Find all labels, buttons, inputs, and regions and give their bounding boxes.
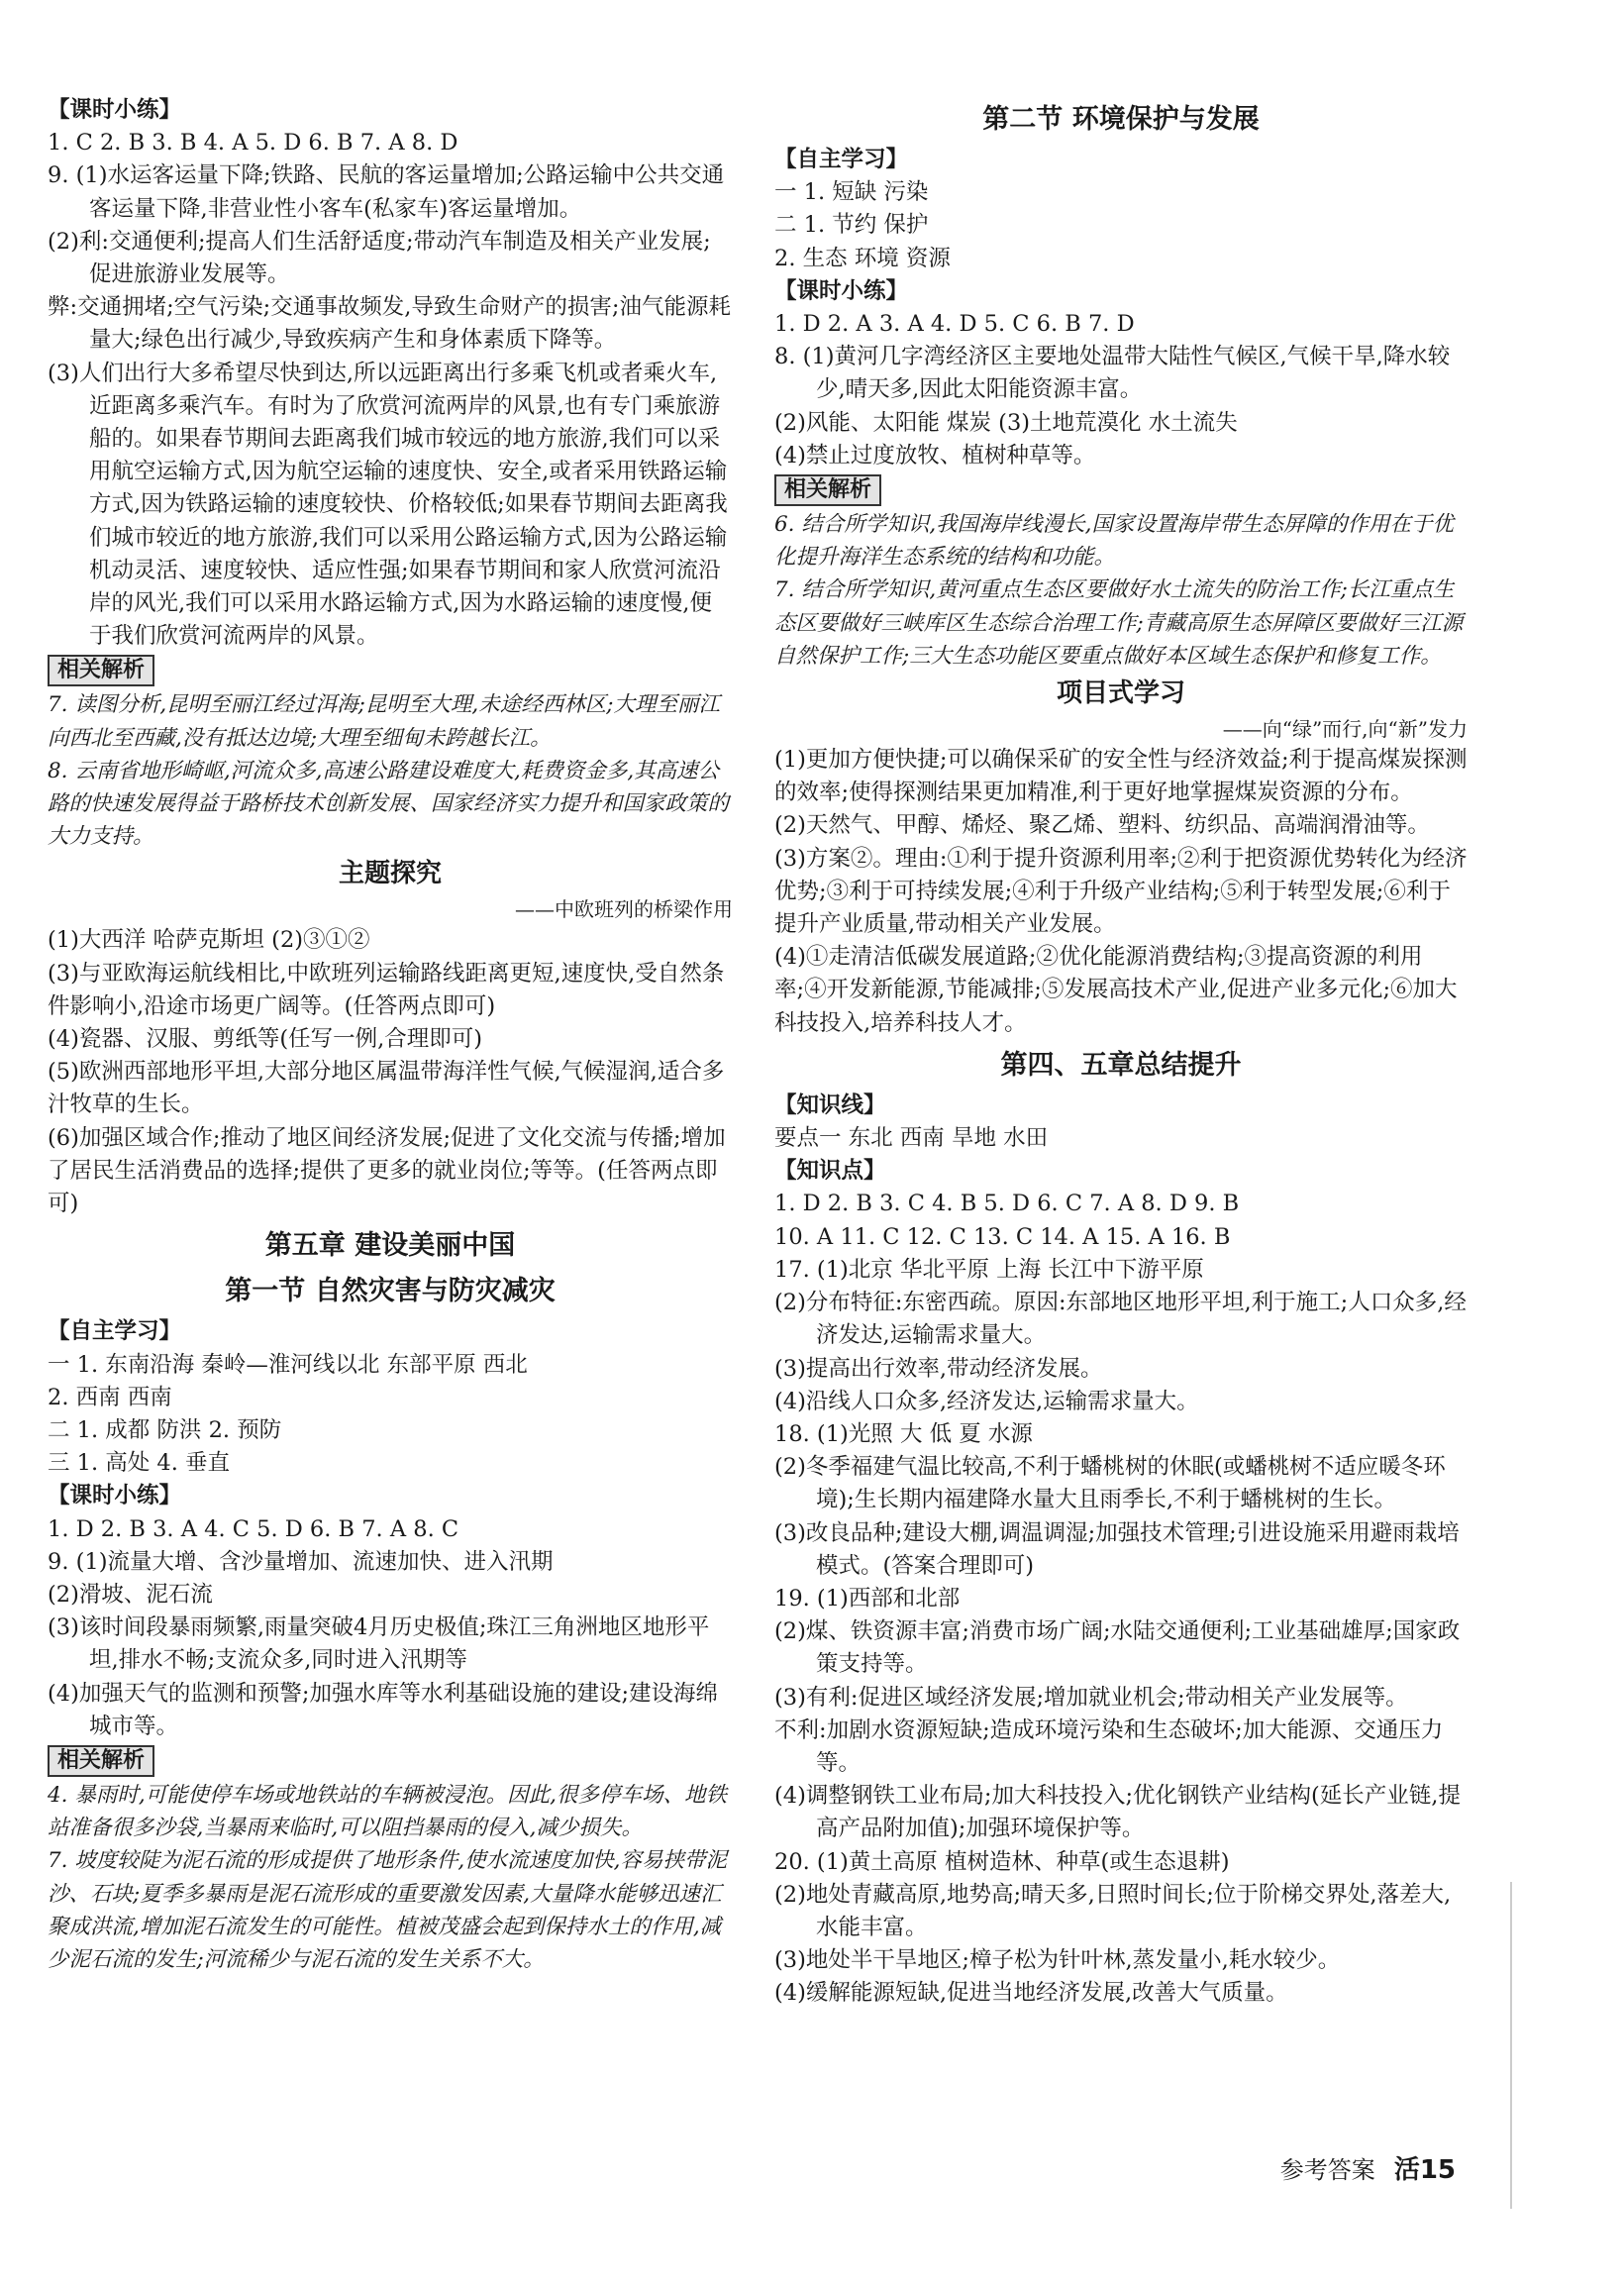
analysis-text: 4. 暴雨时,可能使停车场或地铁站的车辆被浸泡。因此,很多停车场、地铁站准备很多沙袋,当暴雨来临时,可以阻挡暴雨的侵入,减少损失。	[48, 1782, 728, 1841]
answer-line: 8. (1)黄河几字湾经济区主要地处温带大陆性气候区,气候干旱,降水较少,晴天多,因此太阳能资源丰富。	[774, 344, 1451, 403]
section-label: 【知识点】	[774, 1158, 886, 1185]
answer-line: (2)煤、铁资源丰富;消费市场广阔;水陆交通便利;工业基础雄厚;国家政策支持等。	[774, 1618, 1461, 1678]
answer-line: 不利:加剧水资源短缺;造成环境污染和生态破坏;加大能源、交通压力等。	[774, 1716, 1444, 1776]
answer-line: 19. (1)西部和北部	[774, 1585, 961, 1612]
answer-line: 1. D 2. B 3. A 4. C 5. D 6. B 7. A 8. C	[48, 1515, 459, 1542]
answer-line: (2)风能、太阳能 煤炭 (3)土地荒漠化 水土流失	[774, 409, 1238, 436]
answer-line: (6)加强区域合作;推动了地区间经济发展;促进了文化交流与传播;增加了居民生活消费品的选择;提供了更多的就业岗位;等等。(任答两点即可)	[48, 1124, 726, 1217]
chapter-heading: 第二节 环境保护与发展	[982, 104, 1260, 135]
analysis-tag-row	[48, 1743, 733, 1779]
answer-line: 要点一 东北 西南 旱地 水田	[774, 1125, 1049, 1152]
answer-line: (2)利:交通便利;提高人们生活舒适度;带动汽车制造及相关产业发展;促进旅游业发展等。	[48, 228, 711, 288]
section-label: 【课时小练】	[48, 1483, 182, 1509]
topic-subtitle: ——中欧班列的桥梁作用	[515, 897, 733, 922]
answer-line: (3)该时间段暴雨频繁,雨量突破4月历史极值;珠江三角洲地区地形平坦,排水不畅;支流众多,同时进入汛期等	[48, 1614, 710, 1674]
answer-line: 2. 生态 环境 资源	[774, 245, 951, 271]
left-column	[48, 94, 733, 1976]
answer-line: (3)提高出行效率,带动经济发展。	[774, 1355, 1103, 1382]
answer-line: (3)地处半干旱地区;樟子松为针叶林,蒸发量小,耗水较少。	[774, 1947, 1341, 1974]
right-column	[774, 94, 1468, 2011]
answer-line: 二 1. 成都 防洪 2. 预防	[48, 1416, 282, 1443]
answer-line: 2. 西南 西南	[48, 1384, 172, 1410]
answer-line: (4)①走清洁低碳发展道路;②优化能源消费结构;③提高资源的利用率;④开发新能源,节能减排;⑤发展高技术产业,促进产业多元化;⑥加大科技投入,培养科技人才。	[774, 944, 1458, 1036]
footer-label: 参考答案	[1279, 2156, 1375, 2184]
answer-line: 1. D 2. B 3. C 4. B 5. D 6. C 7. A 8. D 9. B	[774, 1191, 1240, 1217]
answer-line: 17. (1)北京 华北平原 上海 长江中下游平原	[774, 1256, 1204, 1283]
answer-line: (2)地处青藏高原,地势高;晴天多,日照时间长;位于阶梯交界处,落差大,水能丰富。	[774, 1881, 1452, 1940]
answer-line: 1. D 2. A 3. A 4. D 5. C 6. B 7. D	[774, 311, 1135, 338]
page-footer	[1270, 2149, 1456, 2186]
answer-line: 弊:交通拥堵;空气污染;交通事故频发,导致生命财产的损害;油气能源耗量大;绿色出行减少,导致疾病产生和身体素质下降等。	[48, 294, 731, 354]
analysis-text: 6. 结合所学知识,我国海岸线漫长,国家设置海岸带生态屏障的作用在于优化提升海洋生态系统的结构和功能。	[774, 512, 1455, 571]
analysis-tag-row	[774, 472, 1468, 508]
analysis-text: 7. 坡度较陡为泥石流的形成提供了地形条件,使水流速度加快,容易挟带泥沙、石块;夏季多暴雨是泥石流形成的重要激发因素,大量降水能够迅速汇聚成洪流,增加泥石流发生的可能性。植被茂盛会起到保持水土的作用,减少泥石流的发生;河流稀少与泥石流的发生关系不大。	[48, 1848, 728, 1972]
answer-line: (1)大西洋 哈萨克斯坦 (2)③①②	[48, 927, 370, 954]
answer-line: 二 1. 节约 保护	[774, 212, 929, 239]
answer-line: (4)加强天气的监测和预警;加强水库等水利基础设施的建设;建设海绵城市等。	[48, 1680, 719, 1739]
analysis-text: 8. 云南省地形崎岖,河流众多,高速公路建设难度大,耗费资金多,其高速公路的快速发展得益于路桥技术创新发展、国家经济实力提升和国家政策的大力支持。	[48, 758, 730, 850]
section-label: 【自主学习】	[48, 1318, 182, 1345]
chapter-heading: 第五章 建设美丽中国	[264, 1230, 516, 1262]
analysis-tag-row	[48, 653, 733, 688]
answer-line: (4)禁止过度放牧、植树种草等。	[774, 442, 1096, 468]
answer-line: 一 1. 东南沿海 秦岭—淮河线以北 东部平原 西北	[48, 1351, 528, 1378]
answer-line: (3)改良品种;建设大棚,调温调湿;加强技术管理;引进设施采用避雨栽培模式。(答案合理即可)	[774, 1519, 1460, 1579]
analysis-tag: 相关解析	[48, 1745, 154, 1777]
answer-line: 1. C 2. B 3. B 4. A 5. D 6. B 7. A 8. D	[48, 130, 458, 156]
answer-line: (1)更加方便快捷;可以确保采矿的安全性与经济效益;利于提高煤炭探测的效率;使得探测结果更加精准,利于更好地掌握煤炭资源的分布。	[774, 747, 1468, 806]
chapter-heading: 第一节 自然灾害与防灾减灾	[225, 1276, 556, 1307]
section-label: 【自主学习】	[774, 147, 909, 172]
page-edge-line	[1510, 1882, 1512, 2209]
answer-line: 10. A 11. C 12. C 13. C 14. A 15. A 16. B	[774, 1223, 1231, 1250]
analysis-text: 7. 结合所学知识,黄河重点生态区要做好水土流失的防治工作;长江重点生态区要做好三峡库区生态综合治理工作;青藏高原生态屏障区要做好三江源自然保护工作;三大生态功能区要重点做好本区域生态保护和修复工作。	[774, 577, 1464, 669]
answer-line: 20. (1)黄土高原 植树造林、种草(或生态退耕)	[774, 1848, 1230, 1875]
section-label: 【知识线】	[774, 1092, 886, 1118]
answer-line: (2)滑坡、泥石流	[48, 1581, 213, 1608]
answer-line: (4)沿线人口众多,经济发达,运输需求量大。	[774, 1388, 1199, 1414]
analysis-tag: 相关解析	[774, 474, 881, 506]
analysis-text: 7. 读图分析,昆明至丽江经过洱海;昆明至大理,未途经西林区;大理至丽江向西北至西藏,没有抵达边境;大理至细甸未跨越长江。	[48, 692, 721, 751]
answer-line: 一 1. 短缺 污染	[774, 179, 929, 206]
answer-line: 18. (1)光照 大 低 夏 水源	[774, 1420, 1033, 1447]
answer-line: (4)瓷器、汉服、剪纸等(任写一例,合理即可)	[48, 1026, 483, 1053]
answer-line: (2)冬季福建气温比较高,不利于蟠桃树的休眠(或蟠桃树不适应暖冬环境);生长期内福建降水量大且雨季长,不利于蟠桃树的生长。	[774, 1454, 1446, 1513]
answer-line: (5)欧洲西部地形平坦,大部分地区属温带海洋性气候,气候湿润,适合多汁牧草的生长。	[48, 1059, 725, 1118]
topic-heading: 项目式学习	[1056, 678, 1185, 709]
chapter-heading: 第四、五章总结提升	[1000, 1049, 1242, 1081]
answer-line: (4)缓解能源短缺,促进当地经济发展,改善大气质量。	[774, 1980, 1288, 2007]
answer-line: (2)天然气、甲醇、烯烃、聚乙烯、塑料、纺织品、高端润滑油等。	[774, 812, 1430, 839]
answer-line: (4)调整钢铁工业布局;加大科技投入;优化钢铁产业结构(延长产业链,提高产品附加值);加强环境保护等。	[774, 1783, 1461, 1842]
topic-subtitle: ——向“绿”而行,向“新”发力	[1222, 717, 1468, 742]
answer-line: (2)分布特征:东密西疏。原因:东部地区地形平坦,利于施工;人口众多,经济发达,运输需求量大。	[774, 1290, 1467, 1349]
answer-line: (3)人们出行大多希望尽快到达,所以远距离出行多乘飞机或者乘火车,近距离多乘汽车。有时为了欣赏河流两岸的风景,也有专门乘旅游船的。如果春节期间去距离我们城市较远的地方旅游,我们可以采用航空运输方式,因为航空运输的速度快、安全,或者采用铁路运输方式,因为铁路运输的速度较快、价格较低;如果春节期间去距离我们城市较近的地方旅游,我们可以采用公路运输方式,因为公路运输机动灵活、速度较快、适应性强;如果春节期间和家人欣赏河流沿岸的风光,我们可以采用水路运输方式,因为水路运输的速度慢,便于我们欣赏河流两岸的风景。	[48, 360, 728, 650]
answer-line: (3)方案②。理由:①利于提升资源利用率;②利于把资源优势转化为经济优势;③利于可持续发展;④利于升级产业结构;⑤利于转型发展;⑥利于提升产业质量,带动相关产业发展。	[774, 845, 1468, 938]
analysis-tag: 相关解析	[48, 655, 154, 686]
section-label: 【课时小练】	[774, 277, 909, 304]
section-label: 【课时小练】	[48, 97, 182, 123]
page-number: 活15	[1393, 2155, 1456, 2185]
answer-line: 三 1. 高处 4. 垂直	[48, 1450, 231, 1477]
answer-line: 9. (1)水运客运量下降;铁路、民航的客运量增加;公路运输中公共交通客运量下降,非营业性小客车(私家车)客运量增加。	[48, 162, 725, 222]
answer-line: (3)与亚欧海运航线相比,中欧班列运输路线距离更短,速度快,受自然条件影响小,沿途市场更广阔等。(任答两点即可)	[48, 960, 725, 1019]
answer-line: (3)有利:促进区域经济发展;增加就业机会;带动相关产业发展等。	[774, 1684, 1408, 1711]
topic-heading: 主题探究	[338, 859, 442, 889]
answer-line: 9. (1)流量大增、含沙量增加、流速加快、进入汛期	[48, 1548, 554, 1575]
